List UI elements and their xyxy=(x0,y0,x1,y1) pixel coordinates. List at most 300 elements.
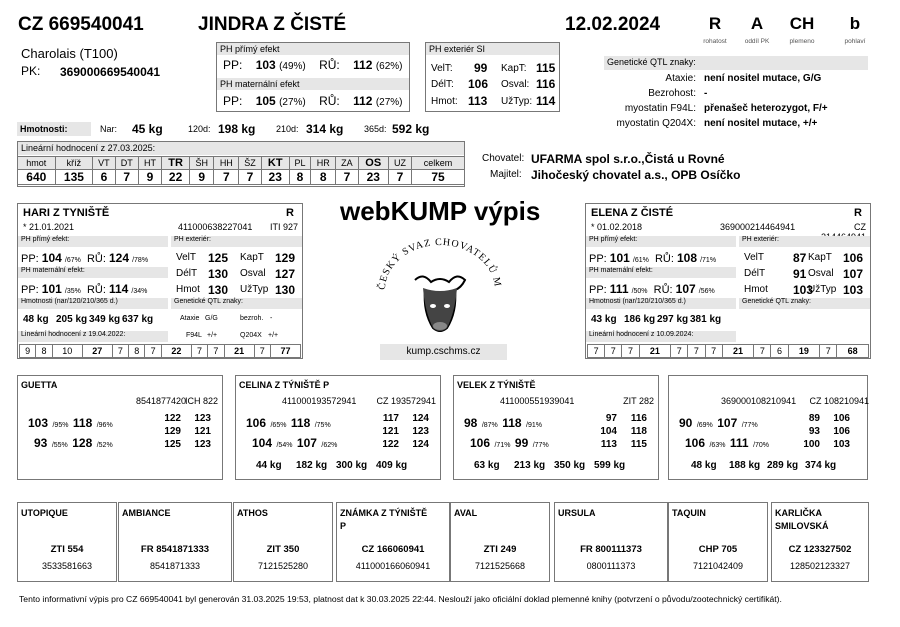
parent-pk: 411000638227041 xyxy=(178,222,253,232)
mru-pct: /77% xyxy=(532,442,549,449)
linear-title: Lineární hodnocení z 27.03.2025: xyxy=(18,142,464,155)
weight-value: 63 kg xyxy=(474,460,500,471)
mpp-value: 111 xyxy=(609,282,629,296)
qtl-label: Genetické QTL znaky: xyxy=(171,298,302,309)
ext-label: Osval xyxy=(808,268,834,279)
great-grandparent-id: ZTI 554 xyxy=(50,544,84,555)
ext-value: 106 xyxy=(833,426,850,437)
sire-box xyxy=(17,203,303,359)
linear-value: 7 xyxy=(671,345,688,358)
ph-direct-row xyxy=(223,58,403,72)
mpp-pct: /50% xyxy=(631,288,648,295)
linear-value: 7 xyxy=(239,170,261,185)
mru-value: 107 xyxy=(675,282,696,296)
qtl-item: Ataxie xyxy=(180,315,200,322)
linear-value: 135 xyxy=(55,170,93,185)
great-grandparent-id: FR 800111373 xyxy=(580,544,642,555)
ph-mat-row xyxy=(21,282,147,296)
great-grandparent-box xyxy=(118,502,232,582)
great-grandparent-number: 7121525280 xyxy=(257,561,309,571)
linear-value: 7 xyxy=(208,345,224,358)
qtl-item: F94L xyxy=(186,332,202,339)
ext-label: UžTyp xyxy=(808,284,837,295)
great-grandparent-number: 8541871333 xyxy=(149,561,201,571)
linear-value: 7 xyxy=(112,345,128,358)
code-label: pohlaví xyxy=(844,38,866,45)
ph-box xyxy=(216,42,410,112)
parent-id: CZ xyxy=(854,222,866,232)
ru-pct: (62%) xyxy=(375,61,403,72)
weight-value: 45 kg xyxy=(132,122,163,136)
grandparent-ph2 xyxy=(470,434,549,452)
ru-value: 118 xyxy=(72,416,93,430)
linear-value: 27 xyxy=(82,345,112,358)
ru-value: 124 xyxy=(109,251,130,265)
great-grandparent-name: ATHOS xyxy=(237,508,268,518)
linear-value: 7 xyxy=(605,345,622,358)
linear-value: 7 xyxy=(336,170,358,185)
great-grandparent-id: CZ 123327502 xyxy=(788,544,852,555)
linear-value: 7 xyxy=(254,345,270,358)
great-grandparent-box xyxy=(336,502,450,582)
grandparent-pk: 8541877420 xyxy=(136,396,187,406)
great-grandparent-id: ZIT 350 xyxy=(266,544,300,555)
mpp-label: PP: xyxy=(589,284,607,296)
great-grandparent-id: FR 8541871333 xyxy=(140,544,210,555)
ru-pct: /77% xyxy=(741,422,758,429)
linear-value: 8 xyxy=(36,345,52,358)
mpp-pct: /55% xyxy=(51,442,68,449)
parent-id: ITI 927 xyxy=(269,222,298,232)
code-value: CH xyxy=(789,14,815,33)
weight-value: 205 kg xyxy=(56,314,88,325)
grandparent-ph2 xyxy=(252,434,337,452)
qtl-label: myostatin F94L: xyxy=(624,103,696,114)
weight-value: 289 kg xyxy=(767,460,799,471)
linear-value: 7 xyxy=(622,345,639,358)
linear-value: 7 xyxy=(191,345,207,358)
weight-value: 213 kg xyxy=(514,460,546,471)
linear-value: 7 xyxy=(688,345,705,358)
ext-value: 129 xyxy=(275,251,296,265)
weight-value: 592 kg xyxy=(392,122,430,136)
ext-value: 129 xyxy=(164,426,181,437)
breeder-value: UFARMA spol s.r.o.,Čistá u Rovné xyxy=(531,152,725,166)
kapt-label: KapT: xyxy=(501,63,527,74)
great-grandparent-name: ZNÁMKA Z TÝNIŠTĚ P xyxy=(340,508,428,531)
velt-value: 99 xyxy=(474,61,488,75)
qtl-item: Q204X xyxy=(240,332,262,339)
parent-linear-table xyxy=(587,344,869,358)
mru-pct: (27%) xyxy=(375,97,403,108)
grandparent-pk: 411000193572941 xyxy=(282,396,357,406)
kapt-value: 115 xyxy=(536,61,556,75)
qtl-item: +/+ xyxy=(207,332,218,339)
ext-value: 91 xyxy=(793,267,807,281)
weights-label: Hmotnosti (nar/120/210/365 d.) xyxy=(586,298,736,309)
great-grandparent-number: 0800111373 xyxy=(586,561,636,571)
ext-value: 87 xyxy=(793,251,807,265)
weight-value: 350 kg xyxy=(554,460,586,471)
code-value: R xyxy=(708,14,722,33)
linear-value: 21 xyxy=(639,345,671,358)
osval-value: 116 xyxy=(536,77,556,91)
grandparent-box xyxy=(668,375,868,480)
linear-value: 22 xyxy=(161,345,191,358)
mru-label: RŮ: xyxy=(653,284,673,296)
mru-value: 114 xyxy=(109,282,129,296)
great-grandparent-name: AVAL xyxy=(454,508,478,518)
linear-value: 6 xyxy=(93,170,115,185)
linear-table xyxy=(17,156,465,185)
ext-value: 122 xyxy=(164,413,181,424)
osval-label: Osval: xyxy=(501,79,530,90)
ext-label: Hmot xyxy=(176,284,200,295)
linear-header-row xyxy=(18,157,465,170)
mpp-value: 105 xyxy=(255,94,276,108)
great-grandparent-name: KARLIČKA SMILOVSKÁ xyxy=(775,508,829,531)
hmot-value: 113 xyxy=(468,94,488,108)
linear-value: 77 xyxy=(270,345,300,358)
ext-value: 123 xyxy=(194,413,211,424)
code-value: A xyxy=(750,14,764,33)
ru-label: RŮ: xyxy=(654,253,674,265)
linear-header: kříž xyxy=(55,157,93,170)
mpp-value: 104 xyxy=(252,436,273,450)
pp-value: 104 xyxy=(41,251,62,265)
weight-value: 297 kg xyxy=(657,314,689,325)
linear-value: 19 xyxy=(788,345,820,358)
great-grandparent-id: CHP 705 xyxy=(698,544,738,555)
mru-pct: /56% xyxy=(698,288,715,295)
animal-id: CZ 669540041 xyxy=(18,14,144,35)
ext-value: 115 xyxy=(630,439,647,450)
pk-number: 369000669540041 xyxy=(60,65,161,79)
linear-header: HH xyxy=(214,157,239,170)
website-link[interactable]: kump.cschms.cz xyxy=(380,344,507,360)
weights-label: Hmotnosti: xyxy=(17,122,91,136)
linear-header: ŠZ xyxy=(239,157,261,170)
mpp-value: 93 xyxy=(34,436,48,450)
linear-value: 23 xyxy=(358,170,388,185)
ph-direct-label: PH přímý efekt: xyxy=(586,236,736,247)
ru-pct: /75% xyxy=(314,422,331,429)
ext-value: 117 xyxy=(382,413,399,424)
great-grandparent-name: UTOPIQUE xyxy=(21,508,68,518)
ext-value: 106 xyxy=(843,251,864,265)
parent-linear-row xyxy=(20,345,301,358)
pp-value: 106 xyxy=(246,416,267,430)
qtl-item: +/+ xyxy=(268,332,279,339)
grandparent-name: GUETTA xyxy=(21,380,58,390)
mpp-pct: (27%) xyxy=(279,97,306,108)
grandparent-id: ZIT 282 xyxy=(623,396,654,406)
grandparent-box xyxy=(235,375,441,480)
great-grandparent-name: URSULA xyxy=(558,508,596,518)
weight-value: 637 kg xyxy=(122,314,154,325)
linear-value: 7 xyxy=(214,170,239,185)
grandparent-id: ICH 822 xyxy=(184,396,218,406)
uztyp-label: UžTyp: xyxy=(501,96,533,107)
ext-value: 121 xyxy=(194,426,211,437)
linear-value: 10 xyxy=(52,345,82,358)
great-grandparent-box xyxy=(771,502,869,582)
weight-value: 198 kg xyxy=(218,122,256,136)
ph-mat-row xyxy=(589,282,715,296)
linear-value: 9 xyxy=(138,170,161,185)
pp-pct: (49%) xyxy=(279,61,306,72)
linear-value: 75 xyxy=(412,170,465,185)
weight-value: 381 kg xyxy=(690,314,722,325)
grandparent-id: CZ 193572941 xyxy=(376,396,436,406)
linear-header: KT xyxy=(261,157,289,170)
ext-value: 100 xyxy=(803,439,820,450)
ph-direct-title: PH přímý efekt xyxy=(217,43,409,55)
ext-value: 121 xyxy=(382,426,399,437)
owner-value: Jihočeský chovatel a.s., OPB Osíčko xyxy=(531,168,741,182)
ext-label: VelT xyxy=(744,252,765,263)
weight-value: 349 kg xyxy=(89,314,121,325)
ru-label: RŮ: xyxy=(86,253,106,265)
logo-text: ČESKÝ SVAZ CHOVATELŮ M xyxy=(376,236,504,291)
grandparent-pk: 369000108210941 xyxy=(721,396,797,406)
linear-header: HR xyxy=(311,157,336,170)
ru-value: 118 xyxy=(502,416,522,430)
pk-label: PK: xyxy=(21,64,41,78)
great-grandparent-number: 3533581663 xyxy=(41,561,93,571)
ru-value: 112 xyxy=(353,58,373,72)
grandparent-pk: 411000551939041 xyxy=(500,396,575,406)
parent-name: ELENA Z ČISTÉ xyxy=(591,207,674,219)
mpp-value: 106 xyxy=(470,436,491,450)
great-grandparent-box xyxy=(450,502,550,582)
pp-pct: /69% xyxy=(696,422,713,429)
ext-value: 93 xyxy=(808,426,820,437)
weight-value: 409 kg xyxy=(376,460,408,471)
ph-direct-row xyxy=(589,251,716,265)
parent-linear-table xyxy=(19,344,301,358)
great-grandparent-name: TAQUIN xyxy=(672,508,706,518)
ext-value: 106 xyxy=(833,413,850,424)
pp-label: PP: xyxy=(21,253,39,265)
code-label: rohatost xyxy=(703,38,727,45)
mru-value: 128 xyxy=(72,436,93,450)
great-grandparent-number: 7121042409 xyxy=(692,561,744,571)
ext-value: 125 xyxy=(164,439,181,450)
linear-header: PL xyxy=(289,157,310,170)
ext-label: Hmot xyxy=(744,284,768,295)
weight-value: 43 kg xyxy=(591,314,617,325)
ph-direct-row xyxy=(21,251,148,265)
grandparent-id: CZ 108210941 xyxy=(809,396,869,406)
linear-value: 7 xyxy=(705,345,722,358)
linear-label: Lineární hodnocení z 10.09.2024: xyxy=(586,331,736,342)
animal-name: JINDRA Z ČISTÉ xyxy=(198,14,347,35)
pp-pct: /61% xyxy=(632,257,649,264)
mpp-pct: /54% xyxy=(276,442,293,449)
great-grandparent-id: ZTI 249 xyxy=(483,544,517,555)
ext-value: 122 xyxy=(382,439,399,450)
ru-value: 118 xyxy=(290,416,311,430)
ph-direct-label: PH přímý efekt: xyxy=(18,236,168,247)
ru-pct: /91% xyxy=(526,422,543,429)
qtl-value: - xyxy=(704,88,708,99)
mru-value: 111 xyxy=(729,436,749,450)
code-label: plemeno xyxy=(789,38,815,45)
ph-ext-title: PH exteriér SI xyxy=(426,43,559,55)
linear-value: 7 xyxy=(820,345,837,358)
hmot-label: Hmot: xyxy=(431,96,458,107)
pp-pct: /95% xyxy=(52,422,69,429)
weight-label: Nar: xyxy=(100,124,118,134)
weight-value: 182 kg xyxy=(296,460,328,471)
ext-value: 107 xyxy=(843,267,864,281)
pp-label: PP: xyxy=(589,253,607,265)
linear-value: 6 xyxy=(771,345,788,358)
linear-label: Lineární hodnocení z 19.04.2022: xyxy=(18,331,168,342)
mru-pct: /52% xyxy=(96,442,113,449)
pp-pct: /67% xyxy=(64,257,81,264)
ext-value: 89 xyxy=(808,413,820,424)
great-grandparent-number: 7121525668 xyxy=(474,561,526,571)
linear-value: 8 xyxy=(289,170,310,185)
mpp-value: 106 xyxy=(685,436,706,450)
ph-ext-label: PH exteriér: xyxy=(171,236,302,247)
linear-header: TR xyxy=(162,157,190,170)
mru-pct: /34% xyxy=(131,288,148,295)
parent-born: * 21.01.2021 xyxy=(23,222,75,232)
mpp-pct: /35% xyxy=(64,288,81,295)
delt-value: 106 xyxy=(468,77,489,91)
ph-exterier-box xyxy=(425,42,560,112)
ph-mat-label: PH maternální efekt: xyxy=(18,267,168,278)
ext-value: 97 xyxy=(605,413,617,424)
ru-pct: /78% xyxy=(132,257,149,264)
grandparent-ph1 xyxy=(246,414,331,432)
pp-value: 98 xyxy=(464,416,478,430)
code-value: b xyxy=(849,14,861,33)
grandparent-name: VELEK Z TÝNIŠTĚ xyxy=(457,380,536,390)
mpp-pct: /71% xyxy=(494,442,511,449)
ext-value: 124 xyxy=(412,439,429,450)
qtl-item: G/G xyxy=(205,315,218,322)
qtl-value: není nositel mutace, +/+ xyxy=(704,118,818,129)
weights-label: Hmotnosti (nar/120/210/365 d.) xyxy=(18,298,168,309)
mpp-value: 101 xyxy=(41,282,62,296)
ext-value: 103 xyxy=(843,283,864,297)
qtl-item: bezroh. xyxy=(240,315,264,322)
ext-value: 104 xyxy=(600,426,617,437)
ph-mat-title: PH maternální efekt xyxy=(217,78,409,90)
ext-label: KapT xyxy=(808,252,832,263)
linear-value: 21 xyxy=(722,345,754,358)
ext-value: 130 xyxy=(208,283,229,297)
mru-label: RŮ: xyxy=(319,94,340,108)
ru-pct: /71% xyxy=(700,257,717,264)
great-grandparent-box xyxy=(668,502,768,582)
linear-value: 8 xyxy=(129,345,145,358)
qtl-label: myostatin Q204X: xyxy=(616,118,696,129)
footer-note: Tento informativní výpis pro CZ 669540041 byl generován 31.03.2025 19:53, platnost dat k 30.03.2025 22:44. Neslouží jako oficiální doklad plemenné knihy (potvrzení o původu/zootechnický certifikát). xyxy=(19,594,782,604)
parent-name: HARI Z TYNIŠTĚ xyxy=(23,207,110,219)
great-grandparent-box xyxy=(554,502,668,582)
linear-value: 7 xyxy=(388,170,411,185)
weight-value: 48 kg xyxy=(691,460,717,471)
cschms-logo xyxy=(375,232,505,342)
ext-value: 123 xyxy=(412,426,429,437)
linear-value: 68 xyxy=(837,345,869,358)
ext-value: 113 xyxy=(600,439,617,450)
grandparent-ph1 xyxy=(679,414,758,432)
grandparent-box xyxy=(453,375,659,480)
qtl-value: přenašeč heterozygot, F/+ xyxy=(704,103,828,114)
weight-value: 186 kg xyxy=(624,314,656,325)
linear-header: ŠH xyxy=(190,157,214,170)
weight-value: 188 kg xyxy=(729,460,761,471)
linear-value: 7 xyxy=(115,170,138,185)
ru-label: RŮ: xyxy=(319,58,340,72)
ext-value: 123 xyxy=(194,439,211,450)
ext-value: 125 xyxy=(208,251,229,265)
weight-label: 365d: xyxy=(364,124,387,134)
grandparent-box xyxy=(17,375,223,480)
pp-pct: /65% xyxy=(270,422,287,429)
ext-label: DélT xyxy=(744,268,766,279)
ext-label: VelT xyxy=(176,252,197,263)
ext-label: UžTyp xyxy=(240,284,269,295)
linear-header: ZA xyxy=(336,157,358,170)
report-date: 12.02.2024 xyxy=(565,14,661,35)
mpp-label: PP: xyxy=(21,284,39,296)
grandparent-ph1 xyxy=(28,414,113,432)
ext-value: 118 xyxy=(630,426,647,437)
grandparent-ph2 xyxy=(34,434,113,452)
linear-value: 7 xyxy=(588,345,605,358)
velt-label: VelT: xyxy=(431,63,453,74)
pp-value: 90 xyxy=(679,416,693,430)
linear-value: 640 xyxy=(18,170,56,185)
linear-value: 9 xyxy=(190,170,214,185)
delt-label: DélT: xyxy=(431,79,454,90)
linear-header: celkem xyxy=(412,157,465,170)
linear-value-row xyxy=(18,170,465,185)
grandparent-ph1 xyxy=(464,414,542,432)
linear-value: 23 xyxy=(261,170,289,185)
mru-pct: /70% xyxy=(753,442,770,449)
great-grandparent-box xyxy=(17,502,117,582)
uztyp-value: 114 xyxy=(536,94,556,108)
mru-value: 107 xyxy=(296,436,317,450)
ext-value: 124 xyxy=(412,413,429,424)
mpp-pct: /63% xyxy=(709,442,726,449)
breeder-label: Chovatel: xyxy=(482,153,525,164)
ru-value: 108 xyxy=(677,251,698,265)
great-grandparent-number: 128502123327 xyxy=(789,561,851,571)
linear-value: 9 xyxy=(20,345,36,358)
ext-value: 116 xyxy=(630,413,647,424)
ext-value: 130 xyxy=(275,283,296,297)
ext-value: 103 xyxy=(833,439,850,450)
weight-value: 44 kg xyxy=(256,460,282,471)
ph-ext-label: PH exteriér: xyxy=(739,236,870,247)
linear-value: 8 xyxy=(311,170,336,185)
linear-header: DT xyxy=(115,157,138,170)
breed: Charolais (T100) xyxy=(21,46,118,61)
qtl-label: Genetické QTL znaky: xyxy=(739,298,870,309)
pp-value: 103 xyxy=(255,58,276,72)
weight-value: 374 kg xyxy=(805,460,837,471)
weight-value: 300 kg xyxy=(336,460,368,471)
